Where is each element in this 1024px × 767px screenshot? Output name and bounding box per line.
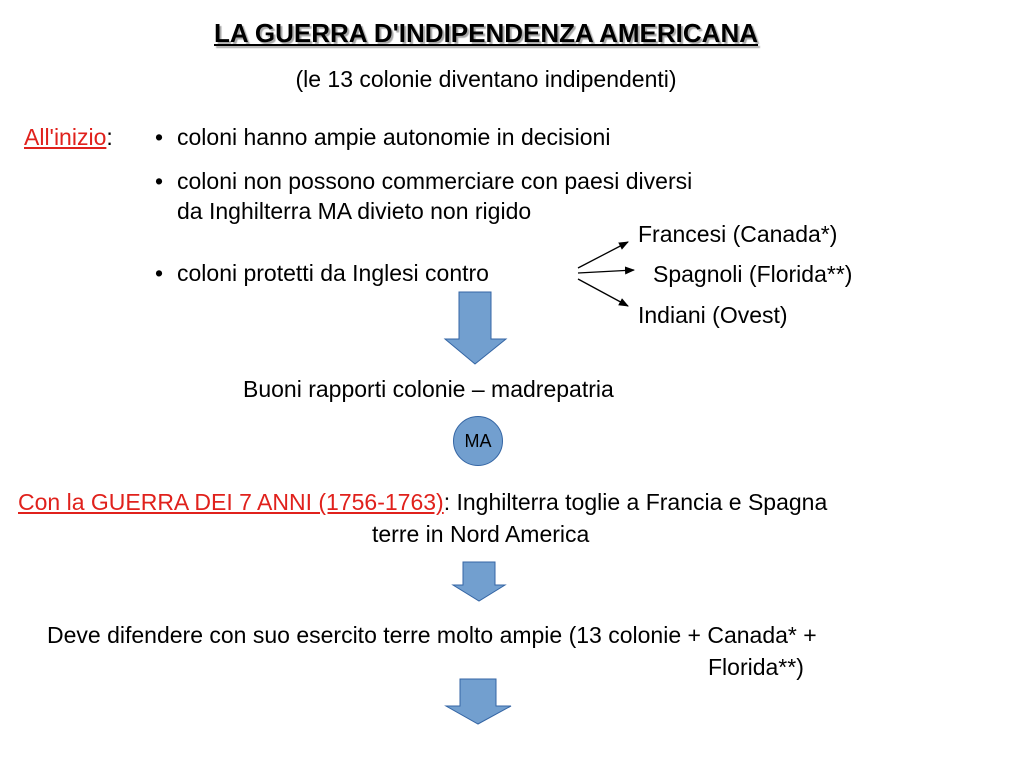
bullet-text: coloni non possono commerciare con paesi diversi	[177, 168, 693, 194]
war-text-continuation: terre in Nord America	[372, 521, 590, 547]
arrow-francesi	[578, 242, 628, 268]
war-line	[18, 487, 827, 517]
enemy-spagnoli: Spagnoli (Florida**)	[653, 261, 853, 287]
defense-line-2: Florida**)	[708, 654, 804, 680]
bullet-marker: •	[155, 168, 164, 194]
page-subtitle: (le 13 colonie diventano indipendenti)	[295, 66, 677, 92]
war-text: : Inghilterra toglie a Francia e Spagna	[443, 489, 828, 515]
ma-badge: MA	[453, 416, 503, 466]
bullet-text: coloni hanno ampie autonomie in decisioni	[177, 124, 611, 150]
arrow-spagnoli	[578, 270, 634, 273]
bullet-text: coloni protetti da Inglesi contro	[177, 260, 489, 286]
enemy-francesi: Francesi (Canada*)	[638, 221, 838, 247]
war-label: Con la GUERRA DEI 7 ANNI (1756-1763)	[18, 489, 444, 515]
arrow-indiani	[578, 279, 628, 306]
down-arrow-icon	[445, 678, 513, 726]
down-arrow-icon	[444, 291, 508, 366]
down-arrow-icon	[451, 561, 507, 603]
bullet-continuation: da Inghilterra MA divieto non rigido	[177, 198, 532, 224]
enemy-indiani: Indiani (Ovest)	[638, 302, 788, 328]
intro-colon: :	[106, 124, 113, 150]
bullet-marker: •	[155, 124, 164, 150]
bullet-marker: •	[155, 260, 164, 286]
page-title: LA GUERRA D'INDIPENDENZA AMERICANA	[214, 18, 758, 48]
relations-text: Buoni rapporti colonie – madrepatria	[243, 376, 614, 402]
defense-line-1: Deve difendere con suo esercito terre molto ampie (13 colonie + Canada* +	[47, 622, 817, 648]
intro-label: All'inizio	[24, 124, 107, 150]
